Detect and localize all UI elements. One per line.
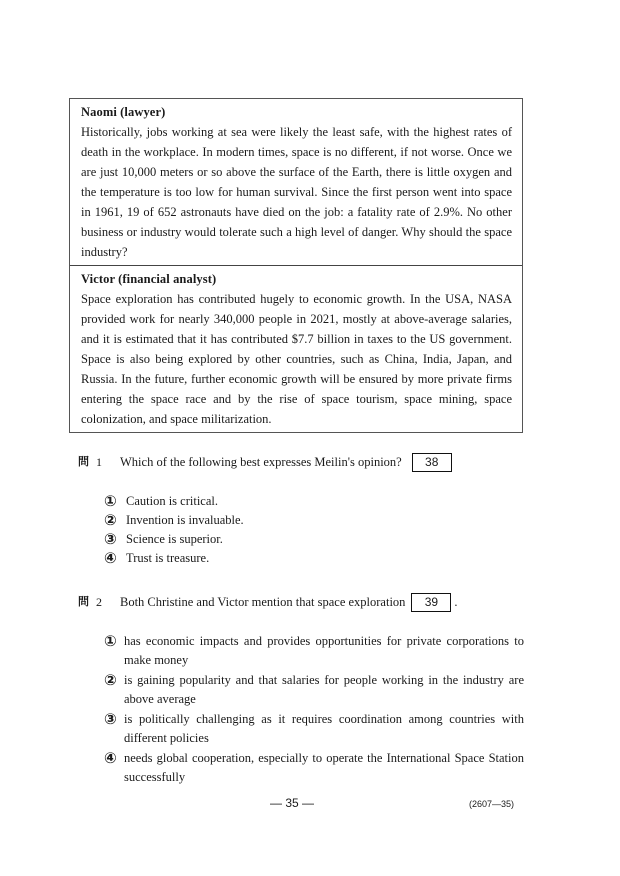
choice-text: Trust is treasure. [126, 551, 210, 565]
question-trailing-punctuation: . [454, 595, 458, 609]
choice-text: Science is superior. [126, 532, 223, 546]
speaker-name: Victor (financial analyst) [81, 272, 217, 286]
question-2 [78, 592, 528, 788]
speaker-section-victor [70, 265, 522, 432]
speaker-section-naomi [70, 99, 522, 265]
choice-text: is politically challenging as it requires coordination among countries with different policies [124, 712, 524, 745]
choice-text: has economic impacts and provides opportunities for private corporations to make money [124, 634, 524, 667]
question-text: Both Christine and Victor mention that space exploration [120, 595, 406, 609]
choice-item[interactable] [104, 492, 528, 511]
speaker-name: Naomi (lawyer) [81, 105, 166, 119]
choice-number-icon: ② [104, 671, 117, 689]
question-mark-glyph: 問 [78, 455, 89, 468]
choice-number-icon: ④ [104, 549, 117, 567]
question-stem [78, 592, 528, 612]
choice-number-icon: ① [104, 492, 117, 510]
choice-list [104, 632, 524, 787]
choice-number-icon: ③ [104, 710, 117, 728]
page-number: — 35 — [270, 796, 315, 810]
speaker-text: Space exploration has contributed hugely to economic growth. In the USA, NASA provided work for nearly 340,000 people in 2021, mostly at above-average salaries, and it is estimated that it has contributed $7.7 billion in taxes to the US government. Space is also being explored by other countries, such as China, India, Japan, and Russia. In the future, further economic growth will be ensured by more private firms entering the space race and by the rise of space tourism, space mining, space colonization, and space militarization. [81, 292, 512, 426]
choice-item[interactable] [104, 710, 524, 748]
answer-box: 38 [412, 453, 452, 472]
choice-item[interactable] [104, 632, 524, 670]
choice-number-icon: ① [104, 632, 117, 650]
choice-item[interactable] [104, 749, 524, 787]
passage-box [69, 98, 523, 433]
question-stem [78, 452, 528, 472]
speaker-text: Historically, jobs working at sea were likely the least safe, with the highest rates of death in the workplace. In modern times, space is no different, if not worse. Once we are just 10,000 meters or so above the surface of the Earth, there is little oxygen and the temperature is too low for human survival. Since the first person went into space in 1961, 19 of 652 astronauts have died on the job: a fatality rate of 2.9%. No other business or industry would tolerate such a high level of danger. Why should the space industry? [81, 125, 512, 259]
choice-item[interactable] [104, 530, 528, 549]
choice-item[interactable] [104, 671, 524, 709]
choice-text: is gaining popularity and that salaries for people working in the industry are above average [124, 673, 524, 706]
answer-box: 39 [411, 593, 451, 612]
choice-number-icon: ④ [104, 749, 117, 767]
choice-text: Invention is invaluable. [126, 513, 244, 527]
question-number: 2 [96, 595, 102, 609]
exam-code: (2607—35) [469, 799, 515, 809]
choice-item[interactable] [104, 511, 528, 530]
question-1 [78, 452, 528, 568]
choice-text: needs global cooperation, especially to operate the International Space Station successfully [124, 751, 524, 784]
choice-list [104, 492, 528, 568]
choice-number-icon: ③ [104, 530, 117, 548]
question-mark-glyph: 問 [78, 595, 89, 608]
choice-number-icon: ② [104, 511, 117, 529]
question-text: Which of the following best expresses Meilin's opinion? [120, 455, 402, 469]
choice-item[interactable] [104, 549, 528, 568]
choice-text: Caution is critical. [126, 494, 218, 508]
question-number: 1 [96, 455, 102, 469]
